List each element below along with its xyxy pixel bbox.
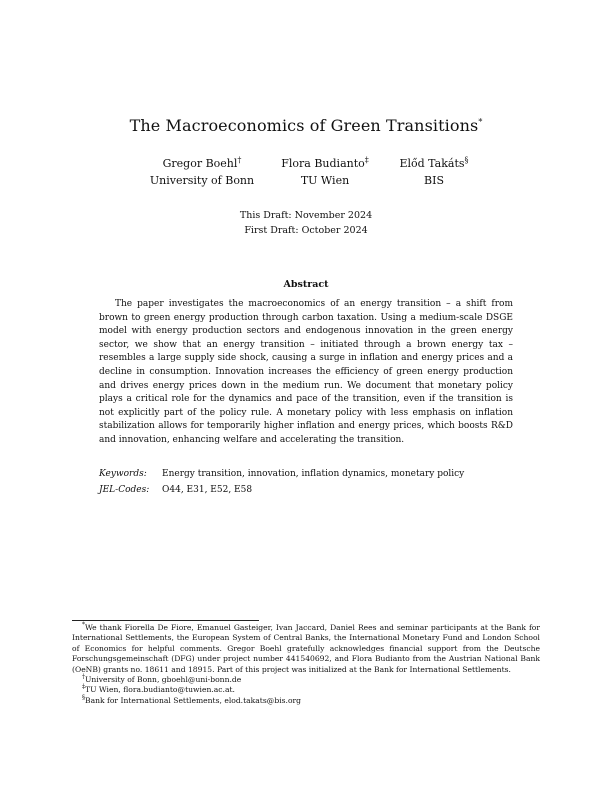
paper-title [0,116,612,135]
footnote-mark: § [82,694,85,702]
footnote-text: We thank Fiorella De Fiore, Emanuel Gasteiger, Ivan Jaccard, Daniel Rees and seminar participants at the Bank for International Settlements, the European System of Central Banks, the International Monetary Fund and London School of Economics for helpful comments. Gregor Boehl gratefully acknowledges financial support from the Deutsche Forschungsgemeinschaft (DFG) under project number 441540692, and Flora Budianto from the Austrian National Bank (OeNB) grants no. 18611 and 18915. Part of this project was initialized at the Bank for International Settlements. [72,623,540,674]
footnote-text: Bank for International Settlements, elod.takats@bis.org [85,695,302,705]
footnote-affiliation-1 [82,675,540,685]
title-text: The Macroeconomics of Green Transitions [129,116,479,135]
footnote-affiliation-3 [82,696,540,706]
abstract-heading: Abstract [283,279,329,290]
author-affiliation: University of Bonn [149,174,255,187]
footnote-text: TU Wien, flora.budianto@tuwien.ac.at. [85,685,235,695]
author-1 [138,155,266,189]
author-2 [266,155,384,189]
author-name: Flora Budianto [281,157,365,170]
title-footnote-mark: * [478,117,483,127]
footnotes [72,623,540,706]
footnote-divider [72,620,259,621]
footnote-mark: ‡ [82,683,85,691]
author-affiliation: TU Wien [300,174,350,187]
author-affiliation: BIS [424,174,444,187]
footnote-mark: * [82,621,85,629]
footnote-mark: † [82,673,85,681]
author-name: Előd Takáts [399,157,465,170]
footnote-text: University of Bonn, gboehl@uni-bonn.de [85,675,242,685]
jel-row [99,482,464,498]
draft-dates [0,208,612,238]
keywords-row [99,466,464,482]
keywords-value: Energy transition, innovation, inflation dynamics, monetary policy [162,469,465,479]
author-mark: † [237,155,242,165]
keywords-block [99,466,464,498]
footnote-affiliation-2 [82,685,540,695]
author-name: Gregor Boehl [162,157,238,170]
author-mark: § [464,155,469,165]
footnote-acknowledgements [72,623,540,675]
this-draft-date: This Draft: November 2024 [239,210,373,221]
author-3 [384,155,484,189]
author-mark: ‡ [364,155,369,165]
keywords-label: Keywords: [99,469,147,479]
jel-value: O44, E31, E52, E58 [162,485,253,495]
jel-label: JEL-Codes: [99,485,150,495]
first-draft-date: First Draft: October 2024 [244,225,368,236]
abstract-body: The paper investigates the macroeconomics of an energy transition – a shift from brown to green energy production through carbon taxation. Using a medium-scale DSGE model with energy production sectors and endogenous innovation in the green energy sector, we show that an energy transition – initiated through a brown energy tax – resembles a large supply side shock, causing a surge in inflation and energy prices and a decline in consumption. Innovation increases the efficiency of green energy production and drives energy prices down in the medium run. We document that monetary policy plays a critical role for the dynamics and pace of the transition, even if the transition is not explicitly part of the policy rule. A monetary policy with less emphasis on inflation stabilization allows for temporarily higher inflation and energy prices, which boosts R&D and innovation, enhancing welfare and accelerating the transition. [99,299,513,445]
